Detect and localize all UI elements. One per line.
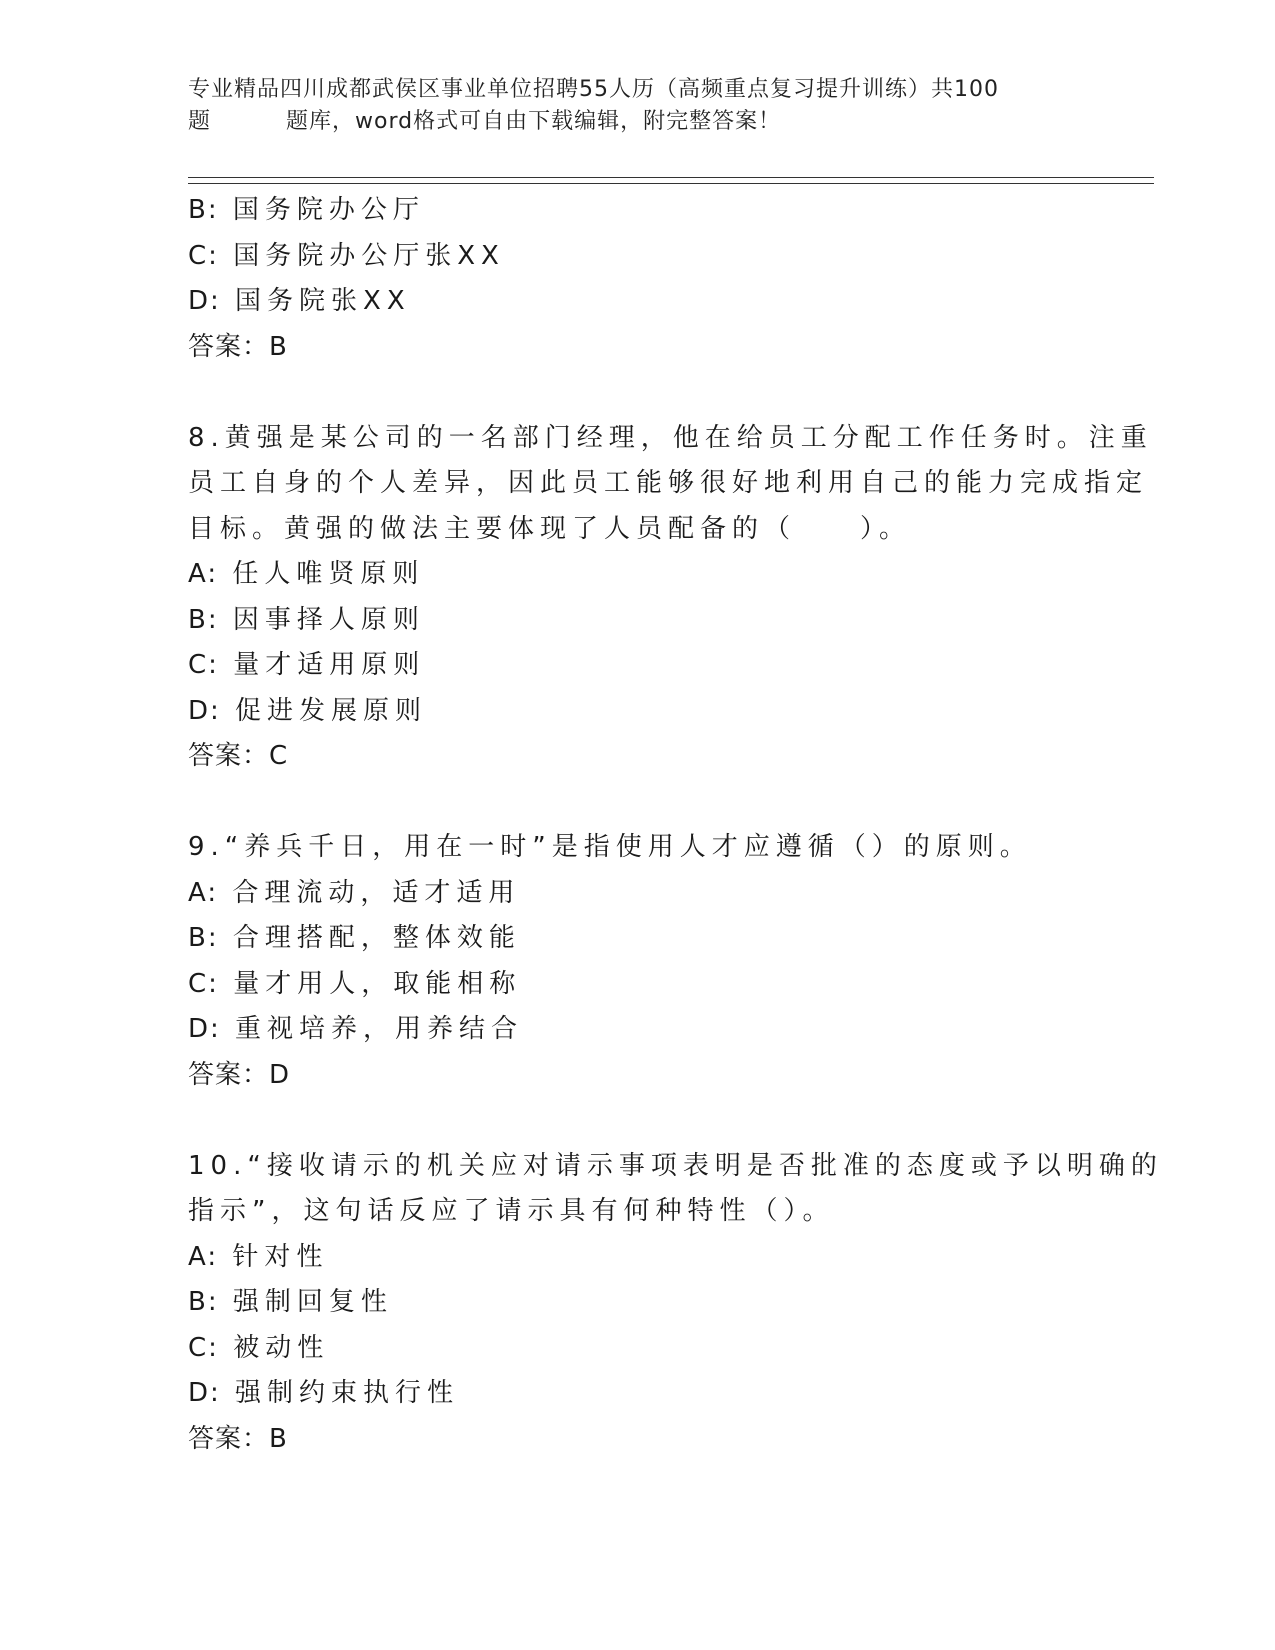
- option-b: B: 合理搭配，整体效能: [188, 923, 521, 953]
- answer: 答案：B: [188, 1423, 288, 1454]
- option-b: B: 因事择人原则: [188, 604, 425, 635]
- question-content: [188, 188, 1163, 1462]
- spacer: [188, 370, 1088, 416]
- spacer: [188, 780, 1088, 826]
- option-c: C: 量才适用原则: [188, 650, 426, 680]
- answer: 答案：B: [188, 331, 288, 362]
- header-divider-top: [188, 177, 1154, 178]
- question-stem-line: 指示”，这句话反应了请示具有何种特性（）。: [188, 1196, 835, 1226]
- option-d: D: 重视培养，用养结合: [188, 1014, 524, 1044]
- header-line2-left: 题: [188, 109, 212, 134]
- question-stem-line: 10.“接收请示的机关应对请示事项表明是否批准的态度或予以明确的: [188, 1150, 1163, 1181]
- question-block-8: [188, 416, 1153, 780]
- option-a: A: 合理流动，适才适用: [188, 877, 521, 908]
- option-d: D: 强制约束执行性: [188, 1378, 460, 1408]
- question-stem-line: 9.“养兵千日，用在一时”是指使用人才应遵循（）的原则。: [188, 832, 1032, 862]
- spacer: [188, 1098, 1088, 1144]
- header-line2-right: 题库，word格式可自由下载编辑，附完整答案！: [286, 109, 782, 134]
- option-d: D: 促进发展原则: [188, 695, 428, 726]
- header-divider-bottom: [188, 183, 1154, 184]
- option-d: D: 国务院张XX: [188, 286, 411, 316]
- option-c: C: 国务院办公厅张XX: [188, 240, 505, 271]
- option-a: A: 针对性: [188, 1241, 329, 1272]
- answer: 答案：D: [188, 1059, 291, 1090]
- question-stem-line: 员工自身的个人差异，因此员工能够很好地利用自己的能力完成指定: [188, 468, 1149, 498]
- question-block-9: [188, 825, 1088, 1098]
- header-title-line2: [188, 106, 1088, 138]
- option-b: B: 强制回复性: [188, 1287, 393, 1317]
- question-block-10: [188, 1144, 1163, 1463]
- option-c: C: 被动性: [188, 1332, 330, 1363]
- option-b: B: 国务院办公厅: [188, 195, 425, 225]
- header-title-line1: 专业精品四川成都武侯区事业单位招聘55人历（高频重点复习提升训练）共100: [188, 77, 999, 102]
- option-c: C: 量才用人，取能相称: [188, 968, 522, 999]
- answer: 答案：C: [188, 741, 289, 771]
- question-stem-line: 目标。黄强的做法主要体现了人员配备的（ ）。: [188, 513, 912, 544]
- question-block-prev: [188, 188, 1088, 370]
- option-a: A: 任人唯贤原则: [188, 559, 425, 589]
- page-header: [188, 74, 1088, 138]
- question-stem-line: 8.黄强是某公司的一名部门经理，他在给员工分配工作任务时。注重: [188, 422, 1153, 453]
